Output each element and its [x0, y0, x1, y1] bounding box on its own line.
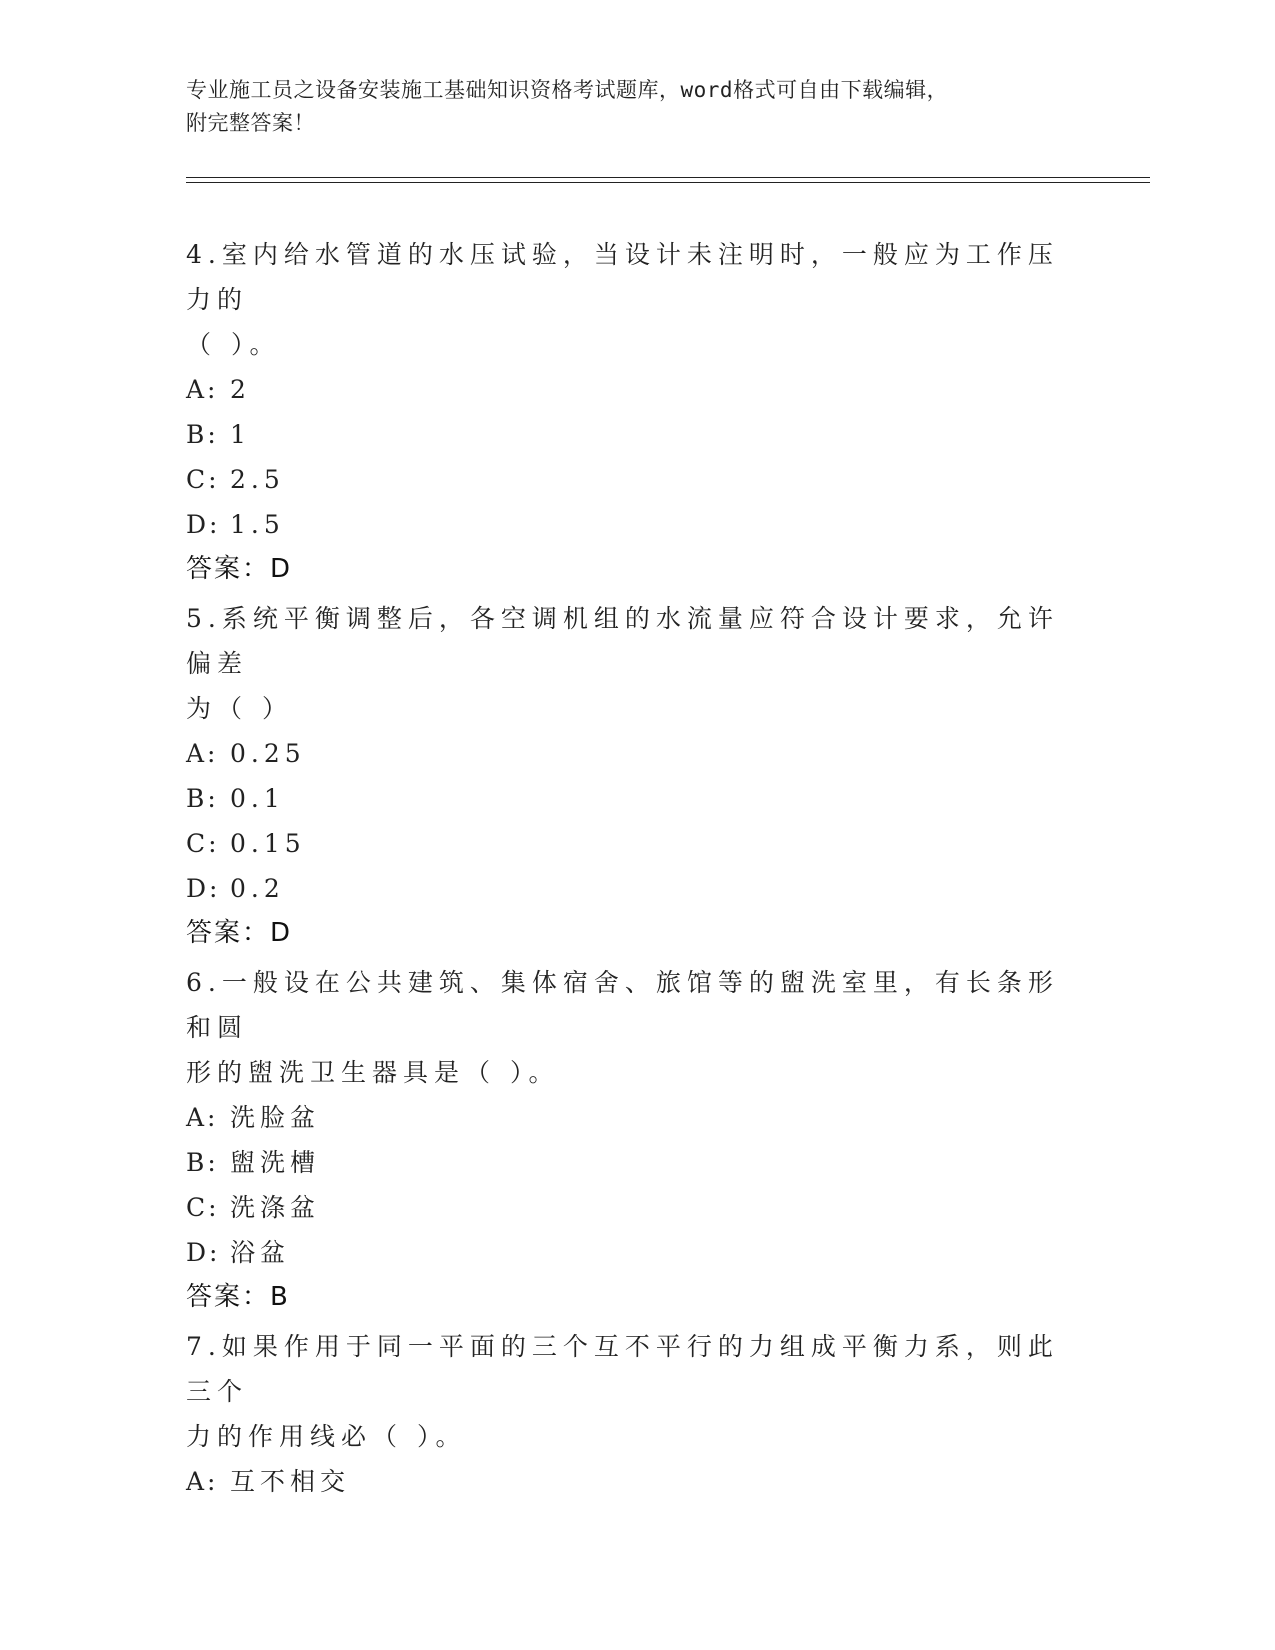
option-letter: A:	[186, 1467, 219, 1496]
answer-value: D	[270, 918, 293, 948]
question-stem-line: 6.一般设在公共建筑、集体宿舍、旅馆等的盥洗室里，有长条形和圆	[186, 968, 1059, 1042]
question-stem-line: 力的作用线必（ ）。	[186, 1422, 467, 1451]
option-letter: B:	[186, 1148, 219, 1177]
option-letter: B:	[186, 784, 219, 813]
option-text: 1.5	[230, 510, 285, 539]
option-letter: C:	[186, 1193, 220, 1222]
option-a	[186, 1095, 1066, 1140]
question-stem-line: 形的盥洗卫生器具是（ ）。	[186, 1058, 560, 1087]
option-d	[186, 1230, 1066, 1275]
option-d	[186, 866, 1066, 911]
option-text: 0.25	[230, 739, 306, 768]
option-letter: C:	[186, 829, 220, 858]
option-b	[186, 1140, 1066, 1185]
question-4	[186, 232, 1066, 592]
option-text: 2.5	[230, 465, 285, 494]
question-stem-line: 5.系统平衡调整后，各空调机组的水流量应符合设计要求，允许偏差	[186, 604, 1059, 678]
question-stem-line: （ ）。	[186, 330, 281, 359]
option-c	[186, 821, 1066, 866]
option-letter: D:	[186, 874, 221, 903]
answer-label: 答案：	[186, 554, 271, 584]
question-6	[186, 960, 1066, 1320]
option-text: 盥洗槽	[230, 1148, 321, 1177]
option-letter: A:	[186, 1103, 219, 1132]
option-d	[186, 502, 1066, 547]
option-letter: D:	[186, 510, 221, 539]
answer-line	[186, 911, 1066, 956]
answer-line	[186, 1275, 1066, 1320]
option-text: 互不相交	[230, 1467, 351, 1496]
option-letter: D:	[186, 1238, 221, 1267]
option-text: 洗涤盆	[230, 1193, 321, 1222]
question-5	[186, 596, 1066, 956]
question-stem-line: 7.如果作用于同一平面的三个互不平行的力组成平衡力系，则此三个	[186, 1332, 1059, 1406]
option-text: 洗脸盆	[230, 1103, 321, 1132]
answer-label: 答案：	[186, 918, 271, 948]
option-letter: A:	[186, 739, 219, 768]
option-text: 浴盆	[230, 1238, 291, 1267]
option-a	[186, 367, 1066, 412]
header-divider-top	[186, 177, 1150, 178]
header-line-2: 附完整答案！	[186, 111, 315, 135]
question-7	[186, 1324, 1066, 1504]
header-line-1: 专业施工员之设备安装施工基础知识资格考试题库，word格式可自由下载编辑，	[186, 78, 949, 102]
answer-line	[186, 547, 1066, 592]
header-divider-bottom	[186, 182, 1150, 183]
option-b	[186, 412, 1066, 457]
option-a	[186, 1459, 1066, 1504]
answer-label: 答案：	[186, 1282, 271, 1312]
answer-value: D	[270, 554, 293, 584]
option-text: 2	[230, 375, 251, 404]
answer-value: B	[270, 1282, 290, 1312]
option-b	[186, 776, 1066, 821]
question-stem-line: 4.室内给水管道的水压试验，当设计未注明时，一般应为工作压力的	[186, 240, 1059, 314]
option-letter: B:	[186, 420, 219, 449]
option-text: 0.1	[230, 784, 285, 813]
option-letter: C:	[186, 465, 220, 494]
option-c	[186, 457, 1066, 502]
option-c	[186, 1185, 1066, 1230]
question-stem-line: 为（ ）	[186, 694, 293, 723]
option-letter: A:	[186, 375, 219, 404]
option-text: 0.2	[230, 874, 285, 903]
document-header	[186, 74, 1066, 140]
option-a	[186, 731, 1066, 776]
option-text: 1	[230, 420, 251, 449]
option-text: 0.15	[230, 829, 306, 858]
